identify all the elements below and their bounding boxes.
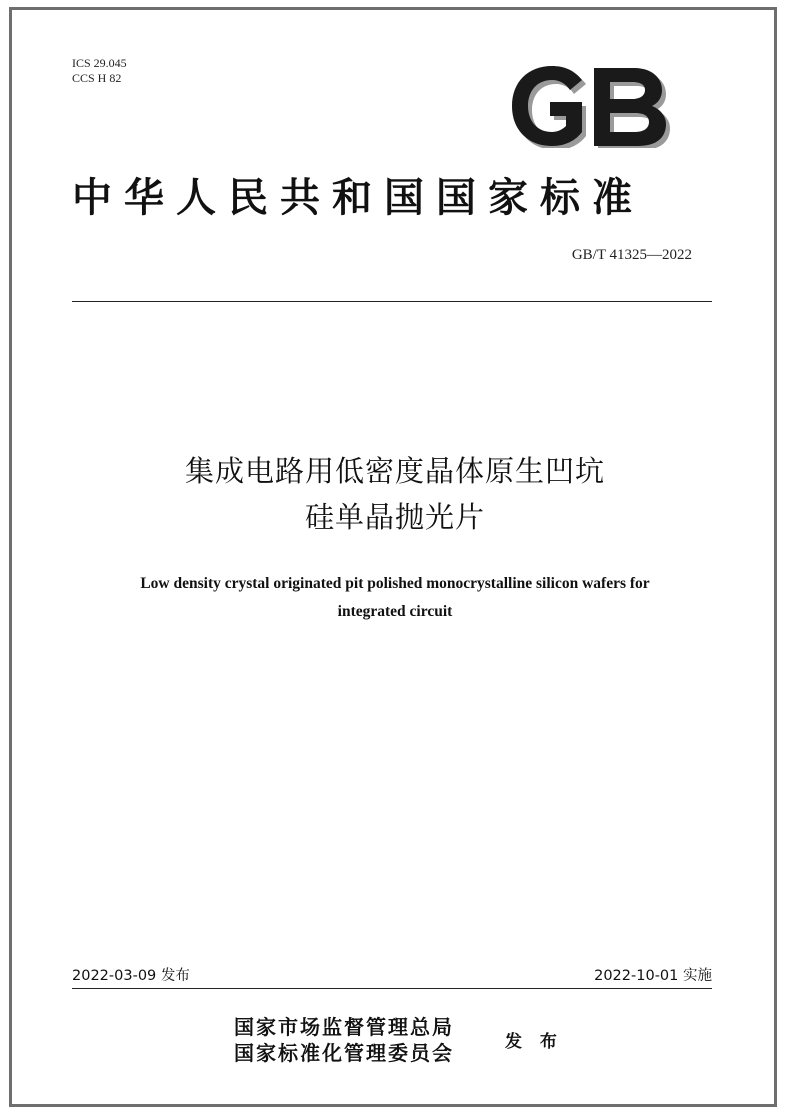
classification-codes	[72, 56, 127, 86]
national-standard-heading: 中华人民共和国国家标准	[72, 174, 644, 221]
issuer-samr: 国家市场监督管理总局	[234, 1015, 454, 1039]
chinese-title	[0, 448, 790, 540]
english-title-line-2: integrated circuit	[337, 603, 453, 620]
issuer-sac: 国家标准化管理委员会	[234, 1041, 454, 1065]
ics-code: ICS 29.045	[72, 56, 127, 70]
issuing-authorities	[234, 1014, 454, 1066]
standard-number: GB/T 41325—2022	[571, 247, 692, 263]
gb-logo-icon	[510, 66, 670, 148]
english-title	[80, 570, 710, 626]
footer-divider	[72, 988, 712, 989]
ccs-code: CCS H 82	[72, 71, 122, 85]
implementation-date: 2022-10-01 实施	[594, 968, 712, 984]
header-divider	[72, 301, 712, 302]
issue-label: 发 布	[505, 1032, 563, 1052]
english-title-line-1: Low density crystal originated pit polished monocrystalline silicon wafers for	[140, 575, 650, 592]
chinese-title-line-2: 硅单晶抛光片	[304, 500, 485, 534]
gb-logo-glyphs	[512, 66, 666, 146]
issue-date: 2022-03-09 发布	[72, 968, 190, 984]
chinese-title-line-1: 集成电路用低密度晶体原生凹坑	[184, 454, 605, 488]
